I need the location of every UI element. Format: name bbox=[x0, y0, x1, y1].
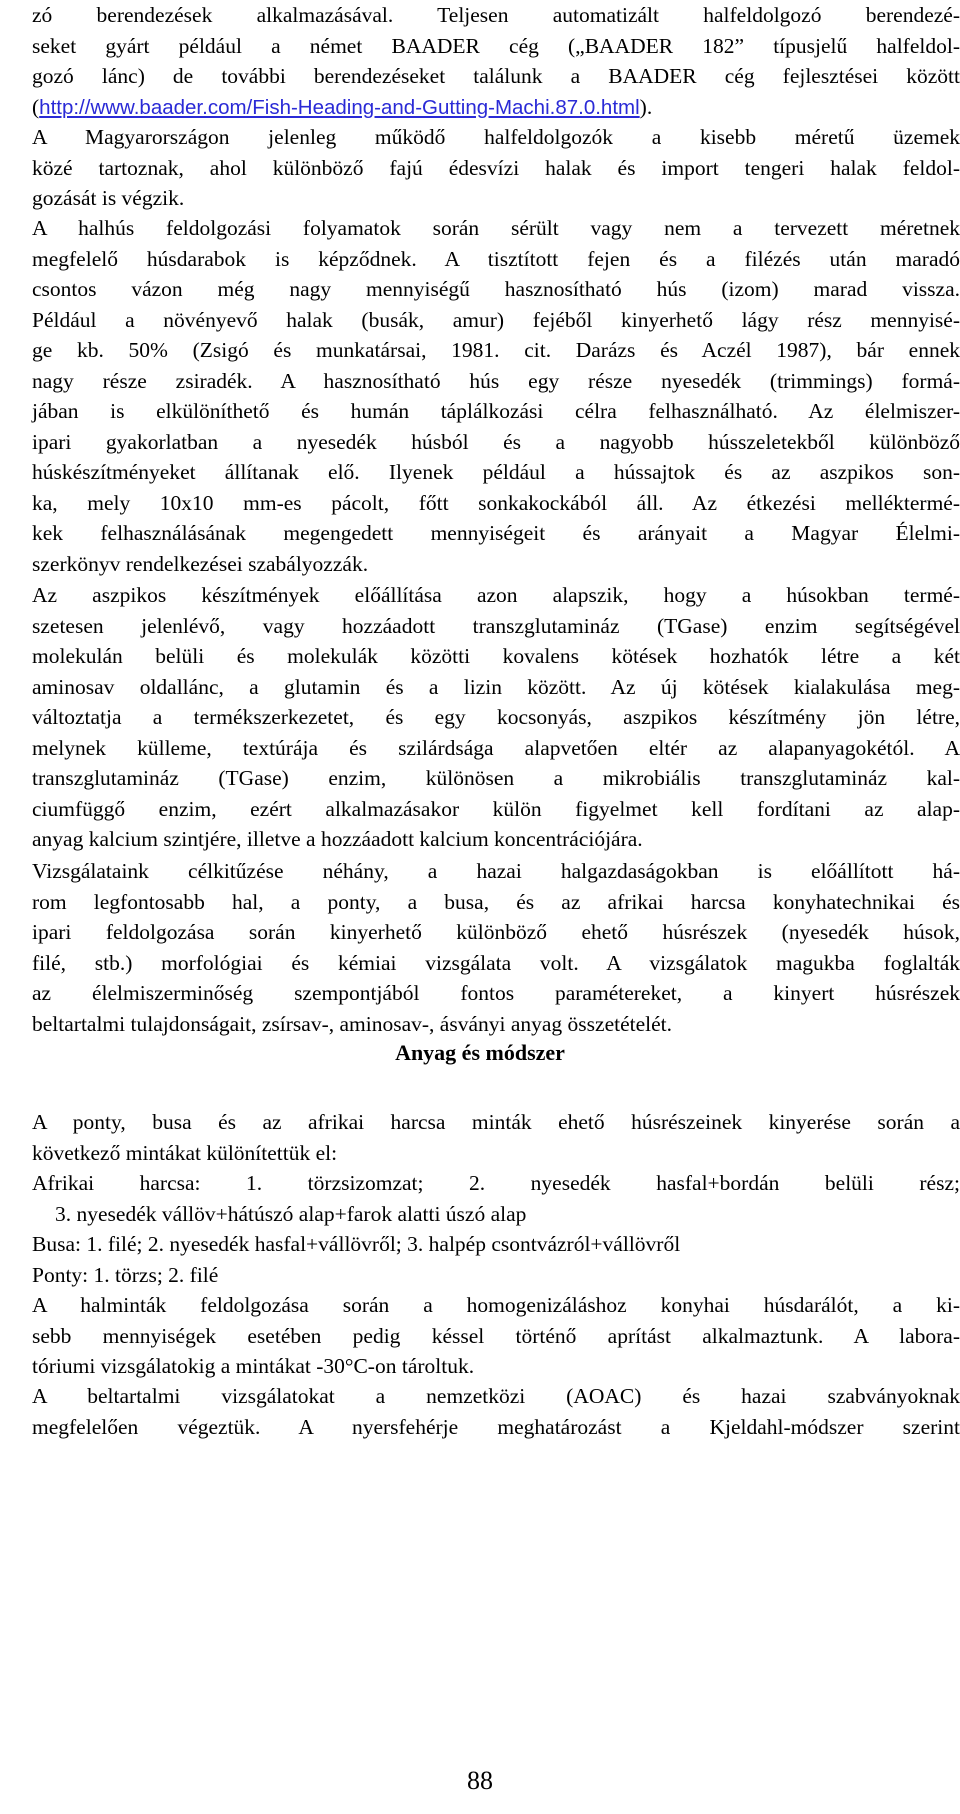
paragraph bbox=[32, 213, 960, 579]
paragraph bbox=[32, 856, 960, 1039]
paragraph bbox=[32, 122, 960, 214]
sample-item-ponty: Ponty: 1. törzs; 2. filé bbox=[32, 1262, 219, 1287]
text-line: A ponty, busa és az afrikai harcsa minták ehető húsrészeinek kinyerése során a bbox=[32, 1110, 960, 1134]
sample-item-busa: Busa: 1. filé; 2. nyesedék hasfal+vállövről; 3. halpép csontvázról+vállövről bbox=[32, 1232, 681, 1256]
text-line: nagy része zsiradék. A hasznosítható hús egy része nyesedék (trimmings) formá- bbox=[32, 368, 960, 393]
text-line: szerkönyv rendelkezései szabályozzák. bbox=[32, 551, 369, 576]
text-line: zó berendezések alkalmazásával. Teljesen automatizált halfeldolgozó berendezé- bbox=[32, 3, 960, 27]
text-line: Vizsgálataink célkitűzése néhány, a hazai halgazdaságokban is előállított há- bbox=[32, 859, 960, 883]
url-open-paren: ( bbox=[32, 94, 40, 119]
text-line: csontos vázon még nagy mennyiségű hasznosítható hús (izom) marad vissza. bbox=[32, 277, 960, 301]
sample-item-afrikai-harcsa: Afrikai harcsa: 1. törzsizomzat; 2. nyesedék hasfal+bordán belüli rész; bbox=[32, 1171, 960, 1195]
text-line: gozó lánc) de további berendezéseket találunk a BAADER cég fejlesztései között bbox=[32, 64, 960, 88]
text-line: jában is elkülöníthető és humán táplálkozási célra felhasználható. Az élelmiszer- bbox=[32, 399, 960, 423]
text-line: sebb mennyiségek esetében pedig késsel történő aprítást alkalmaztunk. A labora- bbox=[32, 1323, 960, 1348]
text-line: A beltartalmi vizsgálatokat a nemzetközi (AOAC) és hazai szabványoknak bbox=[32, 1384, 960, 1408]
text-line: szetesen jelenlévő, vagy hozzáadott transzglutamináz (TGase) enzim segítségével bbox=[32, 613, 960, 638]
text-line: kek felhasználásának megengedett mennyiségeit és arányait a Magyar Élelmi- bbox=[32, 521, 960, 545]
text-line: gozását is végzik. bbox=[32, 186, 185, 210]
text-line: A halhús feldolgozási folyamatok során sérült vagy nem a tervezett méretnek bbox=[32, 216, 960, 240]
text-line: molekulán belüli és molekulák közötti kovalens kötések hozhatók létre a két bbox=[32, 644, 960, 668]
paragraph bbox=[32, 580, 960, 855]
url-line bbox=[32, 92, 960, 123]
text-line: húskészítményeket állítanak elő. Ilyenek például a hússajtok és az aszpikos son- bbox=[32, 460, 960, 484]
text-line: filé, stb.) morfológiai és kémiai vizsgálata volt. A vizsgálatok magukba foglalták bbox=[32, 950, 960, 975]
text-line: ciumfüggő enzim, ezért alkalmazásakor külön figyelmet kell fordítani az alap- bbox=[32, 796, 960, 821]
section-heading: Anyag és módszer bbox=[395, 1040, 565, 1065]
url-close-paren: ). bbox=[639, 94, 653, 119]
text-line: az élelmiszerminőség szempontjából fontos paramétereket, a kinyert húsrészek bbox=[32, 981, 960, 1005]
paragraph bbox=[32, 1107, 960, 1168]
text-line: következő mintákat különítettük el: bbox=[32, 1140, 338, 1165]
text-line: Például a növényevő halak (busák, amur) fejéből kinyerhető lágy rész mennyisé- bbox=[32, 307, 960, 332]
baader-link[interactable]: http://www.baader.com/Fish-Heading-and-Gutting-Machi.87.0.html bbox=[39, 95, 640, 119]
text-line: rom legfontosabb hal, a ponty, a busa, és az afrikai harcsa konyhatechnikai és bbox=[32, 889, 960, 914]
text-line: seket gyárt például a német BAADER cég („BAADER 182” típusjelű halfeldol- bbox=[32, 33, 960, 58]
text-line: ge kb. 50% (Zsigó és munkatársai, 1981. cit. Darázs és Aczél 1987), bár ennek bbox=[32, 338, 960, 362]
sample-list bbox=[32, 1168, 960, 1290]
page-number: 88 bbox=[467, 1766, 493, 1795]
text-line: anyag kalcium szintjére, illetve a hozzáadott kalcium koncentrációjára. bbox=[32, 827, 643, 851]
text-line: transzglutamináz (TGase) enzim, különösen a mikrobiális transzglutamináz kal- bbox=[32, 766, 960, 790]
text-line: A halminták feldolgozása során a homogenizáláshoz konyhai húsdarálót, a ki- bbox=[32, 1293, 960, 1317]
paragraph bbox=[32, 1290, 960, 1382]
text-line: tóriumi vizsgálatokig a mintákat -30°C-on tároltuk. bbox=[32, 1354, 475, 1378]
text-line: aminosav oldallánc, a glutamin és a lizin között. Az új kötések kialakulása meg- bbox=[32, 674, 960, 699]
text-line: beltartalmi tulajdonságait, zsírsav-, aminosav-, ásványi anyag összetételét. bbox=[32, 1011, 673, 1036]
paragraph-continuation bbox=[32, 0, 960, 122]
text-line: megfelelően végeztük. A nyersfehérje meghatározást a Kjeldahl-módszer szerint bbox=[32, 1414, 960, 1439]
sample-item-afrikai-harcsa-cont: 3. nyesedék vállöv+hátúszó alap+farok alatti úszó alap bbox=[55, 1201, 527, 1226]
text-line: változtatja a termékszerkezetet, és egy kocsonyás, aszpikos készítmény jön létre, bbox=[32, 705, 960, 729]
text-line: megfelelő húsdarabok is képződnek. A tisztított fejen és a filézés után maradó bbox=[32, 246, 960, 271]
text-line: közé tartoznak, ahol különböző fajú édesvízi halak és import tengeri halak feldol- bbox=[32, 155, 960, 180]
text-line: ka, mely 10x10 mm-es pácolt, főtt sonkakockából áll. Az étkezési melléktermé- bbox=[32, 490, 960, 515]
text-line: ipari gyakorlatban a nyesedék húsból és a nagyobb hússzeletekből különböző bbox=[32, 429, 960, 454]
paragraph bbox=[32, 1381, 960, 1442]
text-line: melynek külleme, textúrája és szilárdsága alapvetően eltér az alapanyagokétól. A bbox=[32, 735, 960, 760]
text-line: ipari feldolgozása során kinyerhető különböző ehető húsrészek (nyesedék húsok, bbox=[32, 920, 960, 944]
text-line: Az aszpikos készítmények előállítása azon alapszik, hogy a húsokban termé- bbox=[32, 583, 960, 607]
text-line: A Magyarországon jelenleg működő halfeldolgozók a kisebb méretű üzemek bbox=[32, 125, 960, 149]
